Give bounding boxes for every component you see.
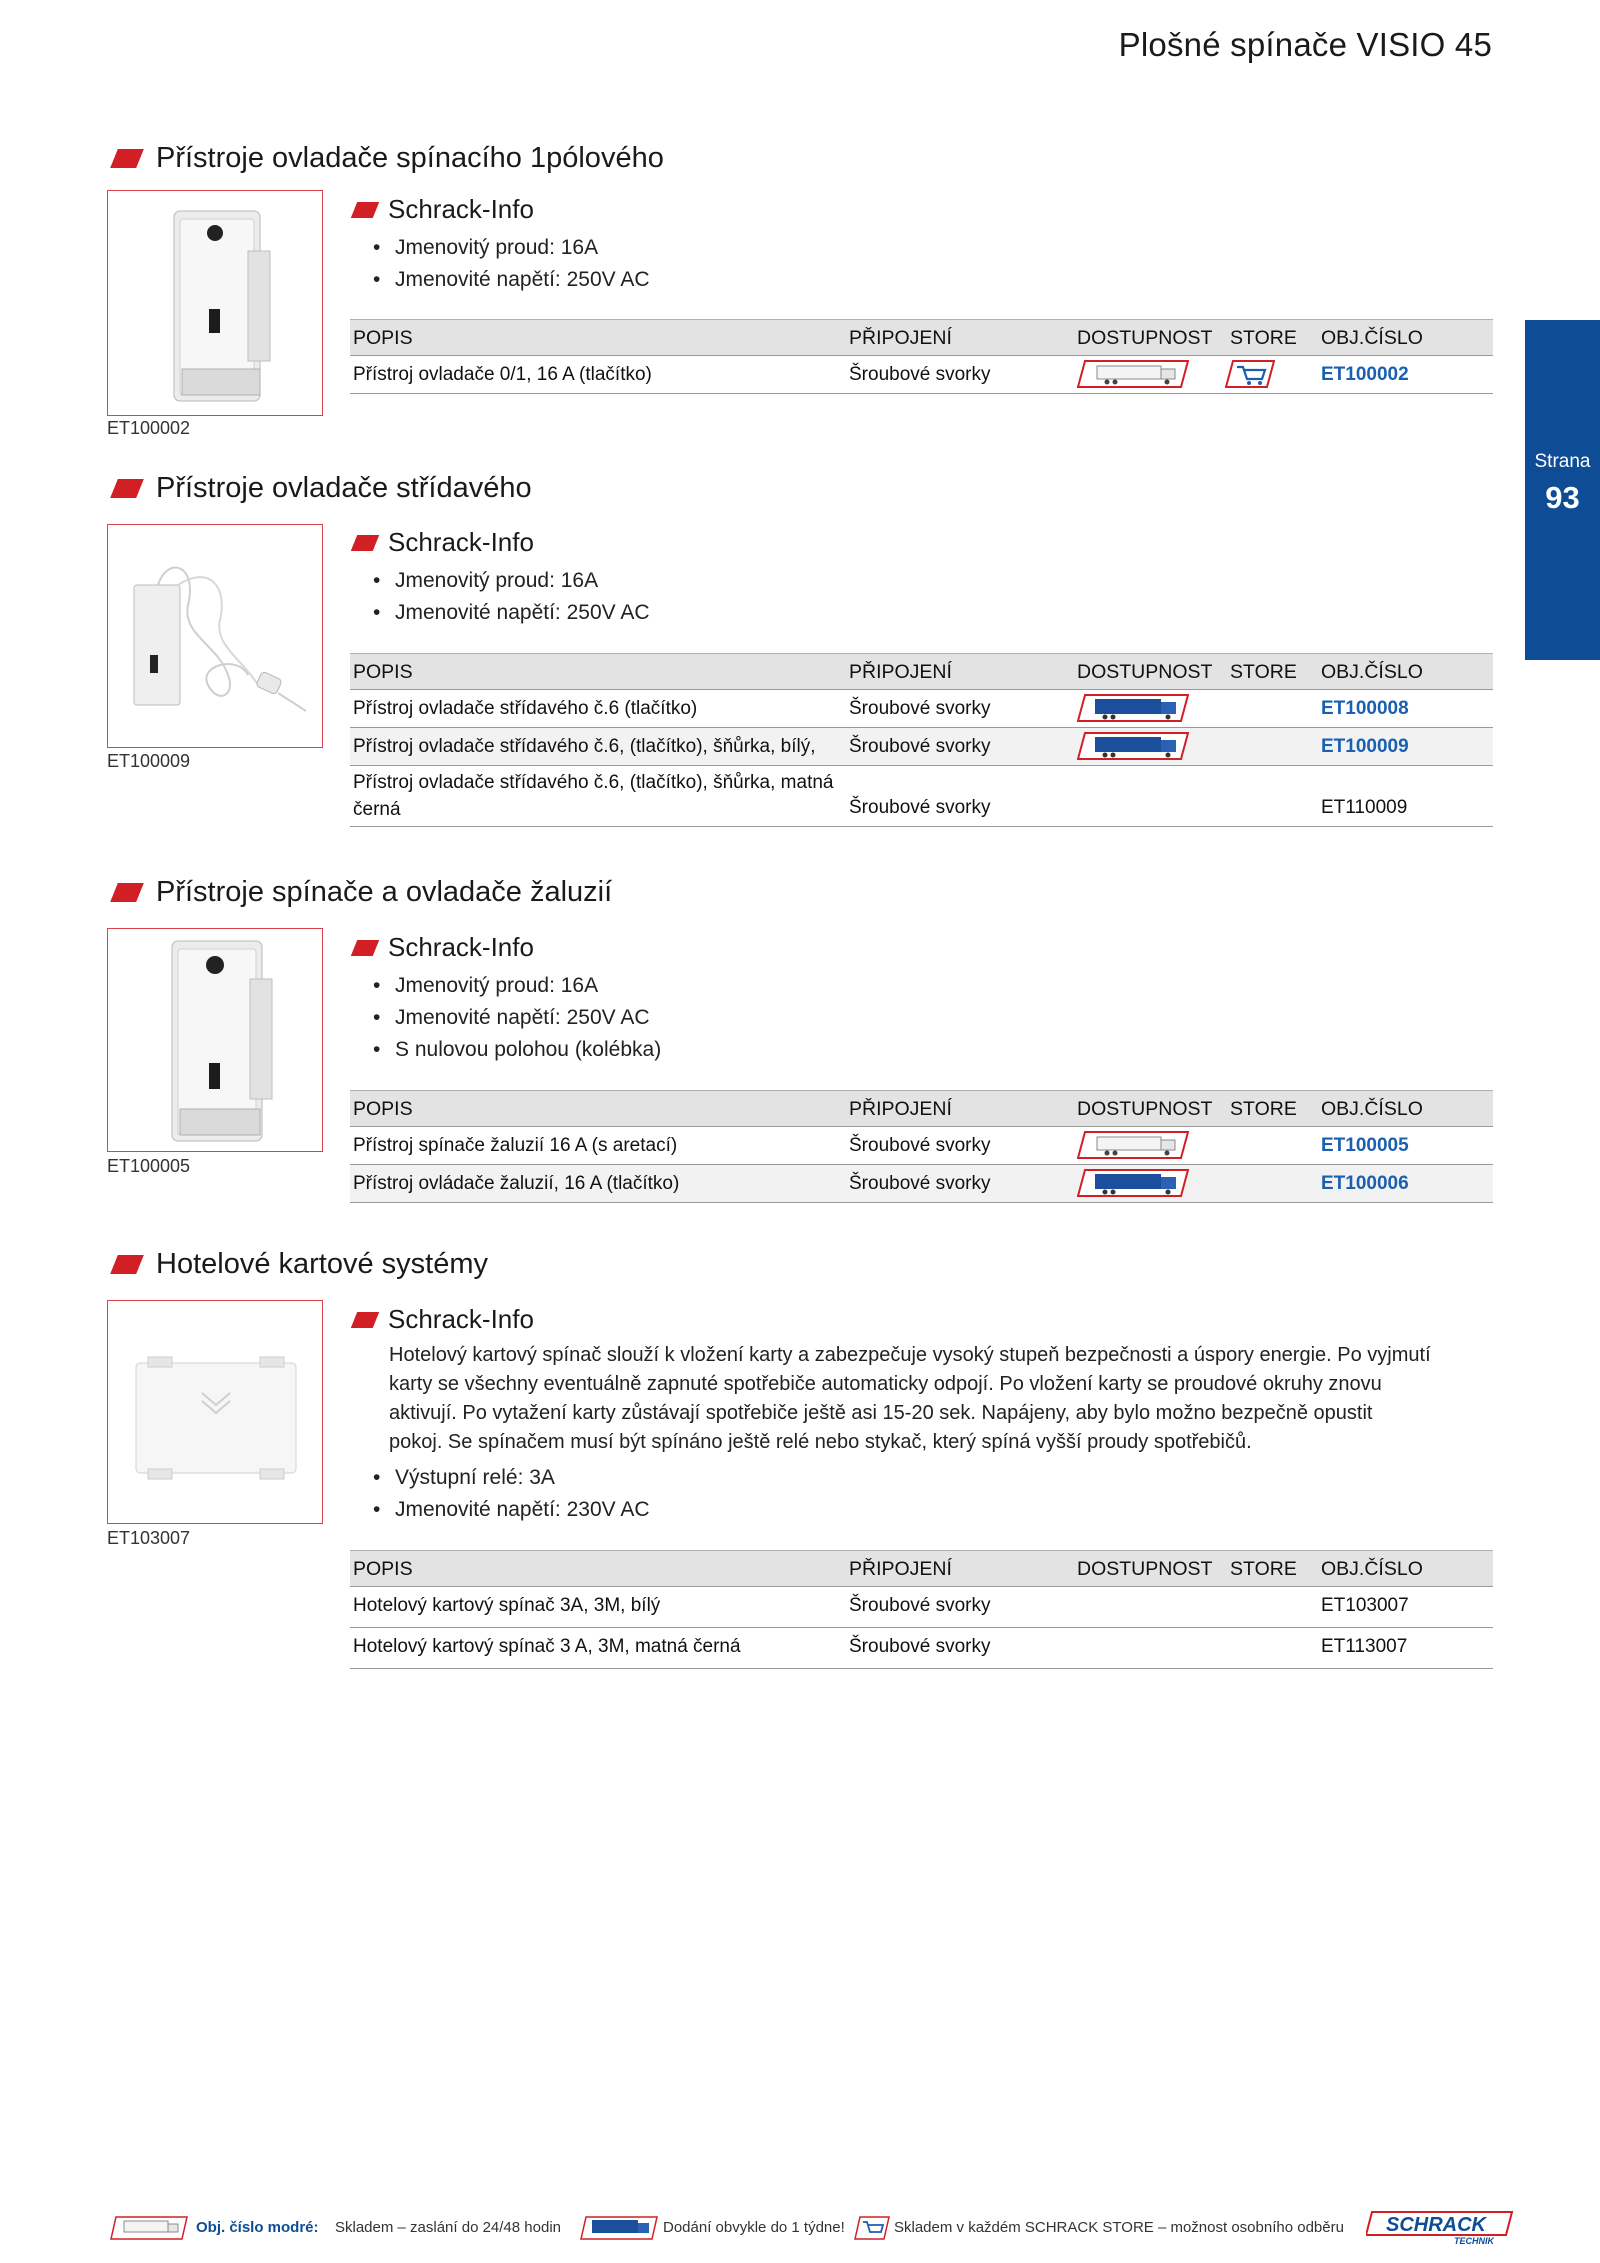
col-store: STORE bbox=[1230, 661, 1297, 683]
section-title-text: Přístroje ovladače střídavého bbox=[156, 472, 532, 504]
store-cart-icon bbox=[854, 2216, 890, 2240]
paragraph-line: Hotelový kartový spínač slouží k vložení karty a zabezpečuje vysoký stupeň bezpečnosti a úspory energie. Po vyjmutí bbox=[389, 1344, 1431, 1366]
table-row[interactable] bbox=[350, 1628, 1493, 1669]
product-image[interactable] bbox=[107, 190, 323, 416]
paragraph-line: pokoj. Se spínačem musí být spínáno ještě relé nebo stykač, který spíná vyšší proudy spotřebičů. bbox=[389, 1431, 1252, 1453]
spec-item: • Jmenovité napětí: 250V AC bbox=[395, 597, 650, 629]
section-marker-icon bbox=[110, 883, 144, 902]
col-popis: POPIS bbox=[353, 1558, 413, 1580]
schrack-info-heading bbox=[350, 932, 534, 963]
col-popis: POPIS bbox=[353, 327, 413, 349]
cell-pripojeni: Šroubové svorky bbox=[849, 1595, 991, 1616]
cell-popis: Přístroj ovládače žaluzií, 16 A (tlačítko) bbox=[353, 1173, 680, 1194]
switch-module-image bbox=[108, 191, 323, 416]
product-table bbox=[350, 653, 1493, 827]
schrack-info-heading bbox=[350, 527, 534, 558]
col-dostupnost: DOSTUPNOST bbox=[1077, 327, 1213, 349]
section-marker-icon bbox=[110, 149, 144, 168]
spec-item: • Jmenovitý proud: 16A bbox=[395, 565, 650, 597]
truck-white-icon bbox=[1077, 1131, 1189, 1159]
cell-obj-cislo[interactable]: ET100005 bbox=[1321, 1135, 1409, 1156]
section-title-text: Hotelové kartové systémy bbox=[156, 1248, 489, 1280]
cell-obj-cislo[interactable]: ET113007 bbox=[1321, 1636, 1408, 1657]
section-marker-icon bbox=[110, 479, 144, 498]
svg-text:TECHNIK: TECHNIK bbox=[1454, 2236, 1494, 2246]
cell-popis: Hotelový kartový spínač 3A, 3M, bílý bbox=[353, 1595, 661, 1616]
info-marker-icon bbox=[351, 940, 379, 956]
col-store: STORE bbox=[1230, 1558, 1297, 1580]
cell-pripojeni: Šroubové svorky bbox=[849, 698, 991, 719]
pull-cord-switch-image bbox=[108, 525, 323, 748]
footer-item-stock: Skladem – zaslání do 24/48 hodin bbox=[335, 2219, 561, 2236]
cell-obj-cislo[interactable]: ET100009 bbox=[1321, 736, 1409, 757]
cell-pripojeni: Šroubové svorky bbox=[849, 736, 991, 757]
info-title: Schrack-Info bbox=[388, 932, 534, 962]
info-marker-icon bbox=[351, 202, 379, 218]
switch-module-image bbox=[108, 929, 323, 1152]
table-row[interactable] bbox=[350, 1587, 1493, 1628]
footer-legend bbox=[110, 2208, 1510, 2248]
product-image[interactable] bbox=[107, 1300, 323, 1524]
spec-item: • Jmenovitý proud: 16A bbox=[395, 970, 661, 1002]
cell-obj-cislo[interactable]: ET110009 bbox=[1321, 797, 1408, 818]
footer-item-delivery: Dodání obvykle do 1 týdne! bbox=[663, 2219, 845, 2236]
product-image[interactable] bbox=[107, 928, 323, 1152]
cell-obj-cislo[interactable]: ET100002 bbox=[1321, 364, 1409, 385]
col-dostupnost: DOSTUPNOST bbox=[1077, 661, 1213, 683]
section-title bbox=[110, 1248, 488, 1281]
truck-blue-icon bbox=[1077, 694, 1189, 722]
col-popis: POPIS bbox=[353, 1098, 413, 1120]
col-pripojeni: PŘIPOJENÍ bbox=[849, 661, 952, 683]
cell-pripojeni: Šroubové svorky bbox=[849, 1135, 991, 1156]
table-header bbox=[350, 1090, 1493, 1127]
truck-blue-icon bbox=[1077, 732, 1189, 760]
card-switch-image bbox=[108, 1301, 323, 1524]
paragraph-line: aktivují. Po vytažení karty zůstávají spotřebiče ještě asi 15-20 sek. Napájeny, aby bylo možno bezpečně opustit bbox=[389, 1402, 1373, 1424]
info-title: Schrack-Info bbox=[388, 194, 534, 224]
page-side-tab bbox=[1525, 320, 1600, 660]
cell-obj-cislo[interactable]: ET100008 bbox=[1321, 698, 1409, 719]
product-table bbox=[350, 1090, 1493, 1203]
spec-item: • S nulovou polohou (kolébka) bbox=[395, 1034, 661, 1066]
page-title: Plošné spínače VISIO 45 bbox=[1118, 26, 1492, 63]
section-title bbox=[110, 472, 532, 505]
cell-pripojeni: Šroubové svorky bbox=[849, 1173, 991, 1194]
truck-white-icon bbox=[1077, 360, 1189, 388]
side-tab-page-number: 93 bbox=[1545, 480, 1580, 515]
col-pripojeni: PŘIPOJENÍ bbox=[849, 327, 952, 349]
col-dostupnost: DOSTUPNOST bbox=[1077, 1558, 1213, 1580]
truck-blue-icon bbox=[1077, 1169, 1189, 1197]
table-row[interactable] bbox=[350, 728, 1493, 766]
section-title bbox=[110, 876, 612, 909]
product-image[interactable] bbox=[107, 524, 323, 748]
cell-obj-cislo[interactable]: ET103007 bbox=[1321, 1595, 1409, 1616]
table-header bbox=[350, 1550, 1493, 1587]
product-table bbox=[350, 1550, 1493, 1669]
spec-list bbox=[395, 1462, 650, 1526]
cell-popis: Přístroj ovladače 0/1, 16 A (tlačítko) bbox=[353, 364, 652, 385]
spec-item: • Jmenovité napětí: 250V AC bbox=[395, 1002, 661, 1034]
product-table bbox=[350, 319, 1493, 394]
col-dostupnost: DOSTUPNOST bbox=[1077, 1098, 1213, 1120]
section-title-text: Přístroje ovladače spínacího 1pólového bbox=[156, 142, 664, 174]
cell-popis: Přístroj ovladače střídavého č.6 (tlačítko) bbox=[353, 698, 698, 719]
col-pripojeni: PŘIPOJENÍ bbox=[849, 1558, 952, 1580]
paragraph-line: karty se všechny eventuálně zapnuté spotřebiče automaticky odpojí. Po vložení karty se proudové okruhy znovu bbox=[389, 1373, 1382, 1395]
col-obj-cislo: OBJ.ČÍSLO bbox=[1321, 1558, 1423, 1580]
spec-item: • Jmenovitý proud: 16A bbox=[395, 232, 650, 264]
spec-item: • Výstupní relé: 3A bbox=[395, 1462, 650, 1494]
spec-list bbox=[395, 565, 650, 629]
cell-popis: Přístroj ovladače střídavého č.6, (tlačítko), šňůrka, bílý, bbox=[353, 736, 816, 757]
store-cart-icon bbox=[1225, 360, 1275, 388]
table-header bbox=[350, 319, 1493, 356]
info-marker-icon bbox=[351, 1312, 379, 1328]
description-paragraph bbox=[389, 1341, 1489, 1457]
product-image-code: ET100009 bbox=[107, 751, 191, 771]
section-marker-icon bbox=[110, 1255, 144, 1274]
col-obj-cislo: OBJ.ČÍSLO bbox=[1321, 327, 1423, 349]
col-popis: POPIS bbox=[353, 661, 413, 683]
cell-popis: Přístroj ovladače střídavého č.6, (tlačítko), šňůrka, matná černá bbox=[353, 772, 834, 820]
product-image-code: ET100005 bbox=[107, 1156, 191, 1176]
cell-popis: Hotelový kartový spínač 3 A, 3M, matná černá bbox=[353, 1636, 741, 1657]
svg-text:SCHRACK: SCHRACK bbox=[1386, 2214, 1486, 2236]
cell-obj-cislo[interactable]: ET100006 bbox=[1321, 1173, 1409, 1194]
footer-item-store: Skladem v každém SCHRACK STORE – možnost osobního odběru bbox=[894, 2219, 1344, 2236]
product-image-code: ET103007 bbox=[107, 1528, 191, 1548]
table-row[interactable] bbox=[350, 356, 1493, 394]
table-header bbox=[350, 653, 1493, 690]
info-marker-icon bbox=[351, 535, 379, 551]
schrack-technik-logo bbox=[1366, 2208, 1516, 2246]
cell-pripojeni: Šroubové svorky bbox=[849, 364, 991, 385]
side-tab-label: Strana bbox=[1534, 451, 1591, 472]
table-row[interactable] bbox=[350, 1127, 1493, 1165]
table-row[interactable] bbox=[350, 1165, 1493, 1203]
cell-pripojeni: Šroubové svorky bbox=[849, 797, 991, 818]
cell-pripojeni: Šroubové svorky bbox=[849, 1636, 991, 1657]
footer-label: Obj. číslo modré: bbox=[196, 2219, 319, 2236]
col-store: STORE bbox=[1230, 1098, 1297, 1120]
cell-popis: Přístroj spínače žaluzií 16 A (s aretací) bbox=[353, 1135, 678, 1156]
spec-list bbox=[395, 232, 650, 296]
info-title: Schrack-Info bbox=[388, 1304, 534, 1334]
truck-white-icon bbox=[110, 2216, 188, 2240]
truck-blue-icon bbox=[580, 2216, 658, 2240]
spec-list bbox=[395, 970, 661, 1066]
schrack-info-heading bbox=[350, 194, 534, 225]
table-row[interactable] bbox=[350, 766, 1493, 827]
section-title bbox=[110, 142, 664, 175]
product-image-code: ET100002 bbox=[107, 418, 191, 438]
section-title-text: Přístroje spínače a ovladače žaluzií bbox=[156, 876, 613, 908]
col-store: STORE bbox=[1230, 327, 1297, 349]
schrack-info-heading bbox=[350, 1304, 534, 1335]
col-pripojeni: PŘIPOJENÍ bbox=[849, 1098, 952, 1120]
info-title: Schrack-Info bbox=[388, 527, 534, 557]
table-row[interactable] bbox=[350, 690, 1493, 728]
spec-item: • Jmenovité napětí: 250V AC bbox=[395, 264, 650, 296]
col-obj-cislo: OBJ.ČÍSLO bbox=[1321, 661, 1423, 683]
col-obj-cislo: OBJ.ČÍSLO bbox=[1321, 1098, 1423, 1120]
spec-item: • Jmenovité napětí: 230V AC bbox=[395, 1494, 650, 1526]
